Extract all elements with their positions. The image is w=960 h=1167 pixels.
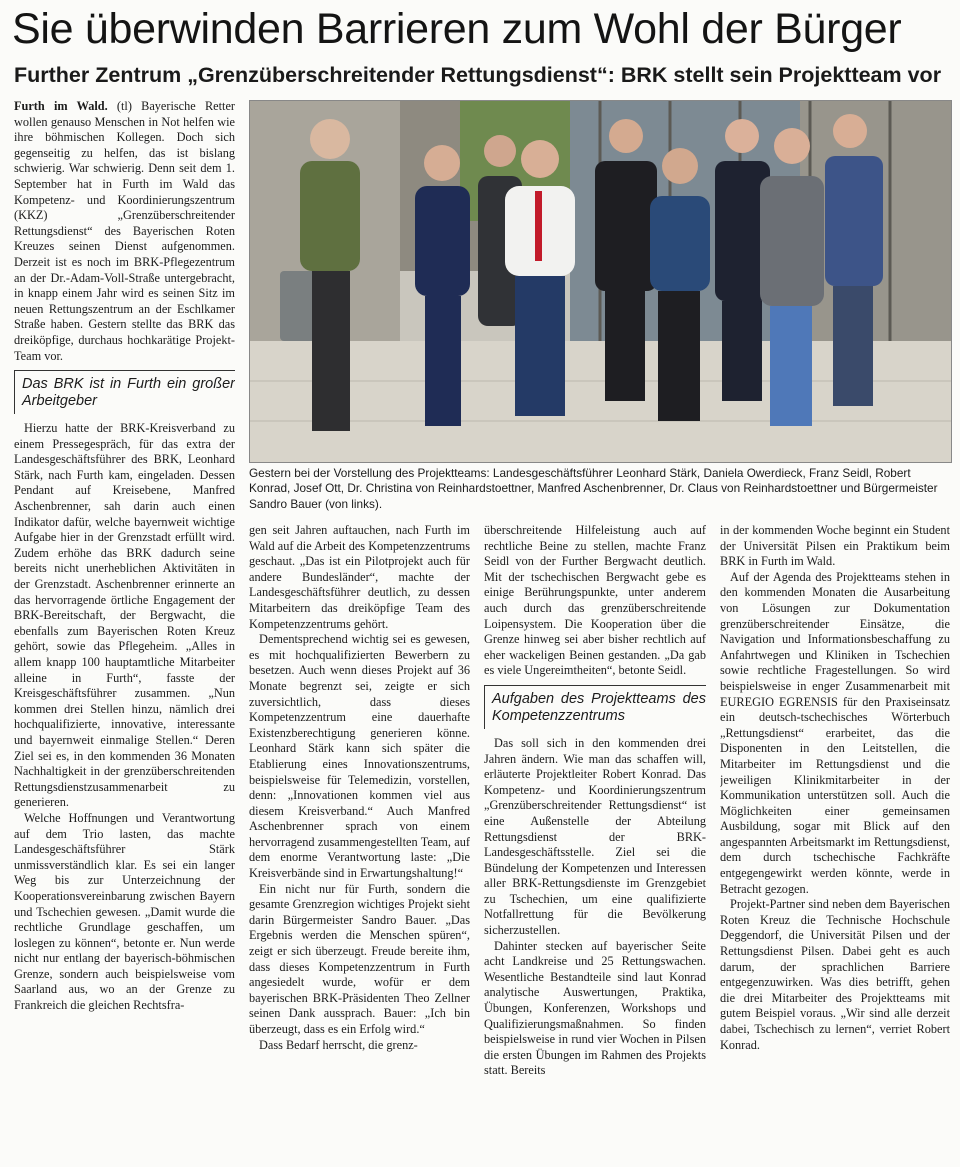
paragraph: Ein nicht nur für Furth, sondern die gesamte Grenzregion wichtiges Projekt sieht darin Bürgermeister Sandro Bauer. „Das Ergebnis werden die Menschen spüren“, zeigt er sich überzeugt. Freude bereite ihm, dass dieses Kompetenzzentrum in Furth angesiedelt wurde, wofür er dem bayerischen BRK-Präsidenten Theo Zellner seinen Dank aussprach. Bauer: „Ich bin überzeugt, dass es ein Erfolg wird.“: [249, 881, 470, 1036]
paragraph: Projekt-Partner sind neben dem Bayerischen Roten Kreuz die Technische Hochschule Deggendorf, die Universität Pilsen und der Rettungsdienst Pilsen. Dabei geht es auch darum, der sprachlichen Barriere entgegenzuwirken. Was dies betrifft, gehen die drei Mitarbeiter des Projektteams mit gutem Beispiel voraus. „Wir sind alle derzeit dabei, Tschechisch zu lernen“, verriet Robert Konrad.: [720, 897, 950, 1052]
column-2: [249, 523, 470, 1163]
paragraph: gen seit Jahren auftauchen, nach Furth im Wald auf die Arbeit des Kompetenzzentrums geschaut. „Das ist ein Pilotprojekt auch für andere Bundesländer“, machte der Landesgeschäftsführer deutlich, zu dessen Mitarbeitern das dreiköpfige Team des Kompetenzzentrums gehört.: [249, 523, 470, 631]
team-photo-illustration: [250, 101, 951, 462]
paragraph: Welche Hoffnungen und Verantwortung auf dem Trio lasten, das machte Landesgeschäftsführer Stärk unmissverständlich klar. Es sei ein langer Weg bis zur Unterzeichnung der Kooperationsvereinbarung zwischen Bayern und Tschechien gewesen. „Damit wurde die rechtliche Grundlage geschaffen, um loslegen zu können“, betonte er. Nun werde nicht nur entlang der bayerisch-böhmischen Grenze, sondern auch beispielsweise vom Saarland aus, wo an der Grenze zu Frankreich die gleichen Rechtsfra-: [14, 810, 235, 1013]
paragraph: in der kommenden Woche beginnt ein Student der Universität Pilsen ein Praktikum beim BRK in Furth im Wald.: [720, 523, 950, 569]
paragraph: Auf der Agenda des Projektteams stehen in den kommenden Monaten die Ausarbeitung von Lösungen zur Dokumentation grenzüberschreitender Einsätze, die Navigation und Informationsbeschaffung zu Anfahrtwegen und Kliniken in Tschechien sowie rechtliche Fragestellungen. So wird beispielsweise in enger Zusammenarbeit mit EUREGIO EGRENSIS für den Praxiseinsatz ein deutsch-tschechisches Wörterbuch „Rettungsdienst“ erarbeitet, das die Disponenten in den Leitstellen, die Mitarbeiter im Rettungsdienst und die jeweiligen Klinikmitarbeiter in der Kommunikation unterstützen soll. Auch die Möglichkeiten einer gemeinsamen Ausbildung, sogar mit Blick auf den angespannten Arbeitsmarkt im Rettungsdienst, dem durch tschechische Fachkräfte entgegengewirkt werden könnte, werde in Betracht gezogen.: [720, 569, 950, 896]
paragraph: überschreitende Hilfeleistung auch auf rechtliche Beine zu stellen, machte Franz Seidl von der Further Bergwacht deutlich. Mit der tschechischen Bergwacht gebe es einige Berührungspunkte, unter anderem auch durch das grenzüberschreitende Loipensystem. Die Kooperation über die Grenze hinweg sei aber bisher rechtlich auf eher wackeligen Beinen gestanden. „Da gab es viele Ungereimtheiten“, betonte Seidl.: [484, 523, 706, 678]
paragraph: Dementsprechend wichtig sei es gewesen, es mit hochqualifizierten Bewerbern zu besetzen. Auch wenn dieses Projekt auf 36 Monate begrenzt sei, zeigte er sich zuversichtlich, dass dieses Kompetenzzentrum eine dauerhafte Existenzberechtigung generieren könne. Leonhard Stärk kann sich später die Etablierung eines Innovationszentrums, beispielsweise für Telemedizin, vorstellen, denn: „Innovationen kommen viel aus diesem Kreisverband.“ Auch Manfred Aschenbrenner sprach von einem hervorragend zusammengestellten Team, auf dem enorme Verantwortung laste: „Die Kreisverbände sind in Erwartungshaltung!“: [249, 632, 470, 881]
paragraph: Dahinter stecken auf bayerischer Seite acht Landkreise und 25 Rettungswachen. Wesentliche Bestandteile sind laut Konrad analytische Auswertungen, Praktika, Übungen, Konferenzen, Workshops und Qualifizierungsmaßnahmen. So finden beispielsweise in rund vier Wochen in Pilsen die ersten Übungen im Rahmen des Projekts statt. Bereits: [484, 938, 706, 1078]
paragraph: Hierzu hatte der BRK-Kreisverband zu einem Pressegespräch, für das extra der Landesgeschäftsführer des BRK, Leonhard Stärk, nach Furth kam, eingeladen. Dessen Pendant auf Kreisebene, Manfred Aschenbrenner, sah darin auch einen Indikator dafür, welche bayernweit wichtige Aufgabe hier in der Grenzstadt erfüllt wird. Zudem erhöhe das BRK dadurch seine bereits nicht unerheblichen Aktivitäten in der Grenzstadt. Aschenbrenner erinnerte an das hervorragende örtliche Engagement der BRK-Bereitschaft, der Bergwacht, die ebenfalls zum Bayerischen Roten Kreuz gehört, sowie das Pflegeheim. „Alles in allem knapp 100 hauptamtliche Mitarbeiter alleine in Furth“, fasste der Kreisgeschäftsführer zusammen. „Nun kommen drei Stellen hinzu, nämlich drei hochqualifizierte, innovative, interessante und bayernweit einmalige Stellen.“ Deren Ziel sei es, in den kommenden 36 Monaten Nachhaltigkeit in der grenzüberschreitenden Rettungsdienstzusammenarbeit zu generieren.: [14, 421, 235, 810]
subheadline: Further Zentrum „Grenzüberschreitender Rettungsdienst“: BRK stellt sein Projektteam vor: [14, 63, 942, 87]
lead-text: (tl) Bayerische Retter wollen genauso Menschen in Not helfen wie ihre böhmischen Kollegen. Doch sich gegenseitig zu helfen, das ist bislang schwierig. War schwierig. Denn seit dem 1. September hat in Furth im Wald das Kompetenz- und Koordinierungszentrum (KKZ) „Grenzüberschreitender Rettungsdienst“ des Bayerischen Roten Kreuzes seinen Dienst aufgenommen. Derzeit ist es noch im BRK-Pflegezentrum an der Dr.-Adam-Voll-Straße untergebracht, in knapp einem Jahr wird es seinen Sitz im neuen Rettungszentrum an der Eschlkamer Straße haben. Gestern stellte das BRK das dreiköpfige, durchaus hochkarätige Projekt-Team vor.: [14, 99, 235, 363]
dateline: Furth im Wald.: [14, 99, 108, 113]
column-3: [484, 523, 706, 1163]
lead-paragraph: [14, 99, 235, 364]
photo-caption: Gestern bei der Vorstellung des Projektteams: Landesgeschäftsführer Leonhard Stärk, Daniela Owerdieck, Franz Seidl, Robert Konrad, Josef Ott, Dr. Christina von Reinhardstoettner, Manfred Aschenbrenner, Dr. Claus von Reinhardstoettner und Bürgermeister Sandro Bauer (von links).: [249, 466, 938, 511]
paragraph: Dass Bedarf herrscht, die grenz-: [259, 1037, 418, 1052]
headline: Sie überwinden Barrieren zum Wohl der Bürger: [12, 5, 902, 53]
paragraph: Das soll sich in den kommenden drei Jahren ändern. Wie man das schaffen will, erläuterte Projektleiter Robert Konrad. Das Kompetenz- und Koordinierungszentrum „Grenzüberschreitender Rettungsdienst“ ist eine Außenstelle der Abteilung Rettungsdienst der BRK-Landesgeschäftsstelle. Ziel sei die Bündelung der Kompetenzen und Interessen aller BRK-Rettungsdienste im Grenzgebiet zu Tschechien, um eine qualifizierte Notfallrettung für die Bevölkerung sicherzustellen.: [484, 735, 706, 938]
subheading-arbeitgeber: Das BRK ist in Furth ein großer Arbeitgeber: [14, 370, 235, 414]
subheading-aufgaben: Aufgaben des Projektteams des Kompetenzzentrums: [484, 685, 706, 729]
column-4: [720, 523, 950, 1163]
column-1: [14, 99, 235, 1163]
team-photo: [249, 100, 952, 463]
